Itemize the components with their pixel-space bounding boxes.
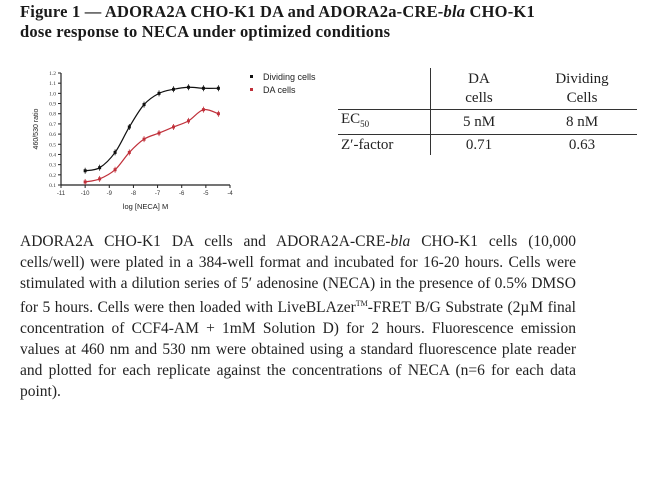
row-label-ec50: $EC_{50}$	[338, 110, 431, 135]
y-tick-label: 1.0	[49, 91, 56, 98]
y-tick-label: 0.2	[49, 172, 56, 179]
x-tick-label: -11	[56, 191, 66, 197]
y-tick-label: 0.5	[49, 142, 56, 149]
cell-dividing-ec50: 8 nM	[527, 110, 637, 135]
x-tick-label: -9	[106, 191, 112, 197]
y-tick-label: 0.6	[49, 132, 56, 139]
header-da-cells: DA cells	[465, 71, 493, 106]
x-tick-label: -10	[80, 191, 90, 197]
title-line2: dose response to NECA under optimized conditions	[20, 22, 391, 41]
x-tick-label: -8	[130, 191, 137, 197]
figure-caption-paragraph: ADORA2A CHO-K1 DA cells and ADORA2A-CRE-bla CHO-K1 cells (10,000 cells/well) were plated in a 384-well format and incubated for 16-20 hours. Cells were stimulated with a dilution series of 5′ adenosine (NECA) in the presence of 0.5% DMSO for 5 hours. Cells were then loaded with LiveBLAzer™-FRET B/G Substrate (2µM final concentration of CCF4-AM + 1mM Solution D) for 2 hours. Fluorescence emission values at 460 nm and 530 nm were obtained using a standard fluorescence plate reader and plotted for each replicate against the concentrations of NECA (n=6 for each data point).	[20, 233, 576, 400]
figure-title	[20, 2, 640, 42]
legend-marker-icon	[250, 75, 253, 78]
cell-da-zfactor: 0.71	[431, 135, 528, 156]
cell-dividing-zfactor: 0.63	[527, 135, 637, 156]
chart-svg	[0, 60, 240, 220]
y-tick-label: 0.4	[49, 152, 56, 159]
x-tick-label: -4	[227, 191, 233, 197]
legend-item-dividing	[250, 70, 316, 83]
table-row	[338, 135, 637, 156]
row-label-zfactor: Z′-factor	[338, 135, 431, 156]
dose-response-chart	[0, 60, 240, 220]
cell-da-ec50: 5 nM	[431, 110, 528, 135]
y-tick-label: 0.7	[49, 121, 56, 128]
y-axis-label: 460/530 ratio	[33, 108, 40, 150]
x-tick-label: -7	[154, 191, 161, 197]
series-curve	[85, 87, 218, 171]
title-part1: Figure 1 — ADORA2A CHO-K1 DA and ADORA2a-CRE-	[20, 2, 444, 21]
x-tick-label: -6	[179, 191, 185, 197]
x-tick-label: -5	[203, 191, 209, 197]
legend-label: DA cells	[263, 84, 296, 95]
legend-label: Dividing cells	[263, 71, 316, 82]
y-tick-label: 0.3	[49, 162, 56, 169]
y-tick-label: 0.9	[49, 101, 56, 108]
legend-marker-icon	[250, 88, 253, 91]
title-part2: CHO-K1	[465, 2, 535, 21]
results-table	[338, 68, 637, 155]
y-tick-label: 0.1	[49, 183, 56, 189]
series-curve	[85, 109, 218, 181]
y-tick-label: 1.2	[49, 71, 56, 77]
y-tick-label: 0.8	[49, 111, 56, 118]
legend-item-da	[250, 83, 316, 96]
x-axis-label: log [NECA] M	[122, 202, 169, 211]
y-tick-label: 1.1	[49, 81, 56, 88]
table-row	[338, 110, 637, 135]
table-corner	[338, 68, 431, 110]
title-italic: bla	[443, 2, 466, 21]
chart-legend	[250, 70, 316, 96]
table-header-row	[338, 68, 637, 110]
header-dividing-cells: Dividing Cells	[555, 71, 609, 106]
